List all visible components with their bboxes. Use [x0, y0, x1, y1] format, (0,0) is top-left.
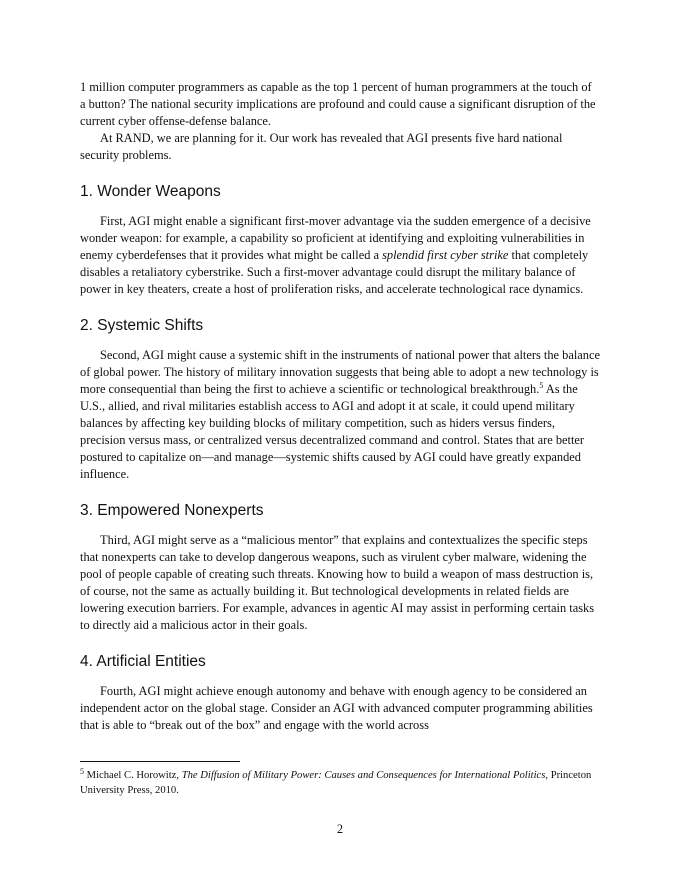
- text-run: Second, AGI might cause a systemic shift in the instruments of national power that alters the balance of global power. The history of military innovation suggests that being able to adopt a new technology is more consequential than being the first to achieve a scientific or technological breakthrough.: [80, 348, 600, 396]
- paragraph: [80, 347, 600, 483]
- section-heading: 1. Wonder Weapons: [80, 183, 221, 200]
- text-run: First, AGI might enable a significant first-mover advantage via the sudden emergence of a decisive wonder weapon: for example, a capability so proficient at identifying and exploiting vulnerabilities in enemy cyberdefenses that it provides what might be called a: [80, 214, 591, 262]
- italic-term: splendid first cyber strike: [382, 248, 509, 262]
- section-systemic-shifts: [80, 317, 600, 483]
- text-run: As the U.S., allied, and rival militaries establish access to AGI and adopt it at scale, it could upend military balances by affecting key building blocks of military competition, such as hiders versus finders, precision versus mass, or centralized versus decentralized command and control. States that are better postured to capitalize on—and manage—systemic shifts caused by AGI could have greatly expanded influence.: [80, 382, 585, 481]
- paragraph: Third, AGI might serve as a “malicious mentor” that explains and contextualizes the specific steps that nonexperts can take to develop dangerous weapons, such as virulent cyber malware, widening the pool of people capable of creating such threats. Knowing how to build a weapon of mass destruction is, of course, not the same as actually building it. But technological developments in related fields are lowering execution barriers. For example, advances in agentic AI may assist in performing certain tasks to directly aid a malicious actor in their goals.: [80, 533, 595, 632]
- footnote-number: 5: [80, 767, 84, 776]
- footnote-title: The Diffusion of Military Power: Causes and Consequences for International Politics: [181, 770, 546, 781]
- footnote: [80, 768, 600, 798]
- paragraph: Fourth, AGI might achieve enough autonomy and behave with enough agency to be considered an independent actor on the global stage. Consider an AGI with advanced computer programming abilities that is able to “break out of the box” and engage with the world across: [80, 684, 593, 732]
- section-heading: 4. Artificial Entities: [80, 653, 206, 670]
- section-artificial-entities: [80, 653, 600, 734]
- footnote-divider: [80, 761, 240, 762]
- footnote-publisher: , Princeton University Press, 2010.: [80, 770, 592, 796]
- page-number: 2: [336, 822, 344, 836]
- section-wonder-weapons: [80, 183, 600, 298]
- paragraph: At RAND, we are planning for it. Our work has revealed that AGI presents five hard national security problems.: [80, 131, 563, 162]
- paragraph: [80, 213, 600, 298]
- text-run: that completely disables a retaliatory cyberstrike. Such a first-mover advantage could disrupt the military balance of power in key theaters, create a host of proliferation risks, and accelerate technological race dynamics.: [80, 248, 589, 296]
- body-text: [80, 79, 600, 734]
- section-heading: 3. Empowered Nonexperts: [80, 502, 264, 519]
- section-empowered-nonexperts: [80, 502, 600, 634]
- section-heading: 2. Systemic Shifts: [80, 317, 204, 334]
- footnote-author: Michael C. Horowitz,: [84, 770, 182, 781]
- footnote-reference[interactable]: 5: [539, 381, 544, 390]
- paragraph: 1 million computer programmers as capable as the top 1 percent of human programmers at the touch of a button? The national security implications are profound and could cause a significant disruption of the current cyber offense-defense balance.: [80, 80, 596, 128]
